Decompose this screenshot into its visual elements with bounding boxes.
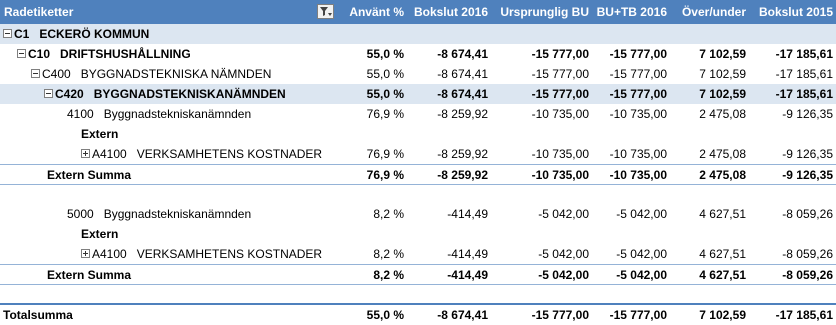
col-header-over-under[interactable]: Över/under [681,5,746,19]
cell-value: -5 042,00 [538,247,589,261]
row-label: Extern Summa [47,268,132,282]
cell-value: 4 627,51 [699,268,746,282]
cell-value: -5 042,00 [538,268,589,282]
cell-value: -10 735,00 [531,147,589,161]
filter-dropdown-button[interactable] [317,4,334,19]
minus-box-icon[interactable] [31,69,40,78]
plus-box-icon[interactable] [81,249,90,258]
cell-value: -9 126,35 [782,147,833,161]
col-header-bokslut2016[interactable]: Bokslut 2016 [413,5,488,19]
cell-value: 8,2 % [373,207,404,221]
row-label: C10 DRIFTSHUSHÅLLNING [17,44,191,64]
cell-value: -15 777,00 [531,87,589,101]
cell-value: 2 475,08 [699,107,746,121]
cell-value: -10 735,00 [609,147,667,161]
cell-value: -17 185,61 [775,308,833,322]
cell-value: 55,0 % [366,308,404,322]
cell-value: -15 777,00 [609,67,667,81]
table-row[interactable] [0,204,836,224]
table-row[interactable] [0,24,836,44]
cell-value: -15 777,00 [609,47,667,61]
cell-value: 4 627,51 [699,207,746,221]
minus-box-icon[interactable] [3,29,12,38]
cell-value: 76,9 % [366,168,404,182]
cell-value: -9 126,35 [782,168,833,182]
cell-value: 55,0 % [366,47,404,61]
cell-value: -10 735,00 [609,168,667,182]
cell-value: -5 042,00 [538,207,589,221]
cell-value: -10 735,00 [609,107,667,121]
col-header-anvant[interactable]: Använt % [349,5,404,19]
row-label: Extern [81,127,119,141]
cell-value: -8 674,41 [437,67,488,81]
cell-value: -414,49 [447,247,488,261]
cell-value: 4 627,51 [699,247,746,261]
row-labels-header[interactable]: Radetiketter [4,5,74,19]
cell-value: -15 777,00 [609,87,667,101]
cell-value: 2 475,08 [699,168,746,182]
table-row[interactable] [0,164,836,185]
table-row[interactable] [0,224,836,244]
row-label: 5000 Byggnadstekniskanämnden [67,207,252,221]
table-row[interactable] [0,64,836,84]
col-header-bokslut2015[interactable]: Bokslut 2015 [758,5,833,19]
table-row[interactable] [0,104,836,124]
cell-value: -414,49 [447,268,488,282]
cell-value: 76,9 % [366,147,404,161]
blank-row [0,284,836,305]
row-label: C400 BYGGNADSTEKNISKA NÄMNDEN [31,64,271,84]
table-row[interactable] [0,144,836,164]
cell-value: -8 259,92 [437,147,488,161]
row-label: A4100 VERKSAMHETENS KOSTNADER [81,244,322,264]
cell-value: -15 777,00 [609,308,667,322]
cell-value: -8 674,41 [437,87,488,101]
cell-value: -9 126,35 [782,107,833,121]
cell-value: 2 475,08 [699,147,746,161]
cell-value: -5 042,00 [616,247,667,261]
cell-value: -8 674,41 [437,47,488,61]
col-header-ursprunglig-bu[interactable]: Ursprunglig BU [500,5,589,19]
table-row[interactable] [0,264,836,285]
cell-value: 8,2 % [373,247,404,261]
cell-value: 76,9 % [366,107,404,121]
minus-box-icon[interactable] [44,89,53,98]
cell-value: -17 185,61 [775,87,833,101]
grand-total-row[interactable] [0,303,836,325]
cell-value: 7 102,59 [699,308,746,322]
plus-box-icon[interactable] [81,149,90,158]
row-label: C1 ECKERÖ KOMMUN [3,24,149,44]
cell-value: -15 777,00 [531,67,589,81]
row-label: A4100 VERKSAMHETENS KOSTNADER [81,144,322,164]
cell-value: -10 735,00 [531,107,589,121]
table-row[interactable] [0,84,836,104]
table-row[interactable] [0,44,836,64]
cell-value: 7 102,59 [699,47,746,61]
row-label: Extern Summa [47,168,132,182]
pivot-header-row [0,0,836,24]
cell-value: 55,0 % [366,67,404,81]
cell-value: -17 185,61 [775,67,833,81]
cell-value: -414,49 [447,207,488,221]
cell-value: -5 042,00 [616,207,667,221]
row-label: C420 BYGGNADSTEKNISKANÄMNDEN [44,84,286,104]
row-label: Totalsumma [3,308,73,322]
cell-value: -15 777,00 [531,47,589,61]
cell-value: -17 185,61 [775,47,833,61]
row-label: 4100 Byggnadstekniskanämnden [67,107,252,121]
filter-icon [319,6,333,18]
cell-value: -8 059,26 [782,268,833,282]
cell-value: -8 674,41 [437,308,488,322]
cell-value: -8 059,26 [782,247,833,261]
table-row[interactable] [0,244,836,264]
cell-value: -5 042,00 [616,268,667,282]
cell-value: 8,2 % [373,268,404,282]
row-label: Extern [81,227,119,241]
cell-value: -8 259,92 [437,168,488,182]
cell-value: -15 777,00 [531,308,589,322]
cell-value: -10 735,00 [531,168,589,182]
cell-value: 7 102,59 [699,87,746,101]
cell-value: 55,0 % [366,87,404,101]
cell-value: -8 259,92 [437,107,488,121]
minus-box-icon[interactable] [17,49,26,58]
cell-value: 7 102,59 [699,67,746,81]
table-row[interactable] [0,124,836,144]
col-header-butb2016[interactable]: BU+TB 2016 [596,5,667,19]
cell-value: -8 059,26 [782,207,833,221]
blank-row [0,184,836,205]
